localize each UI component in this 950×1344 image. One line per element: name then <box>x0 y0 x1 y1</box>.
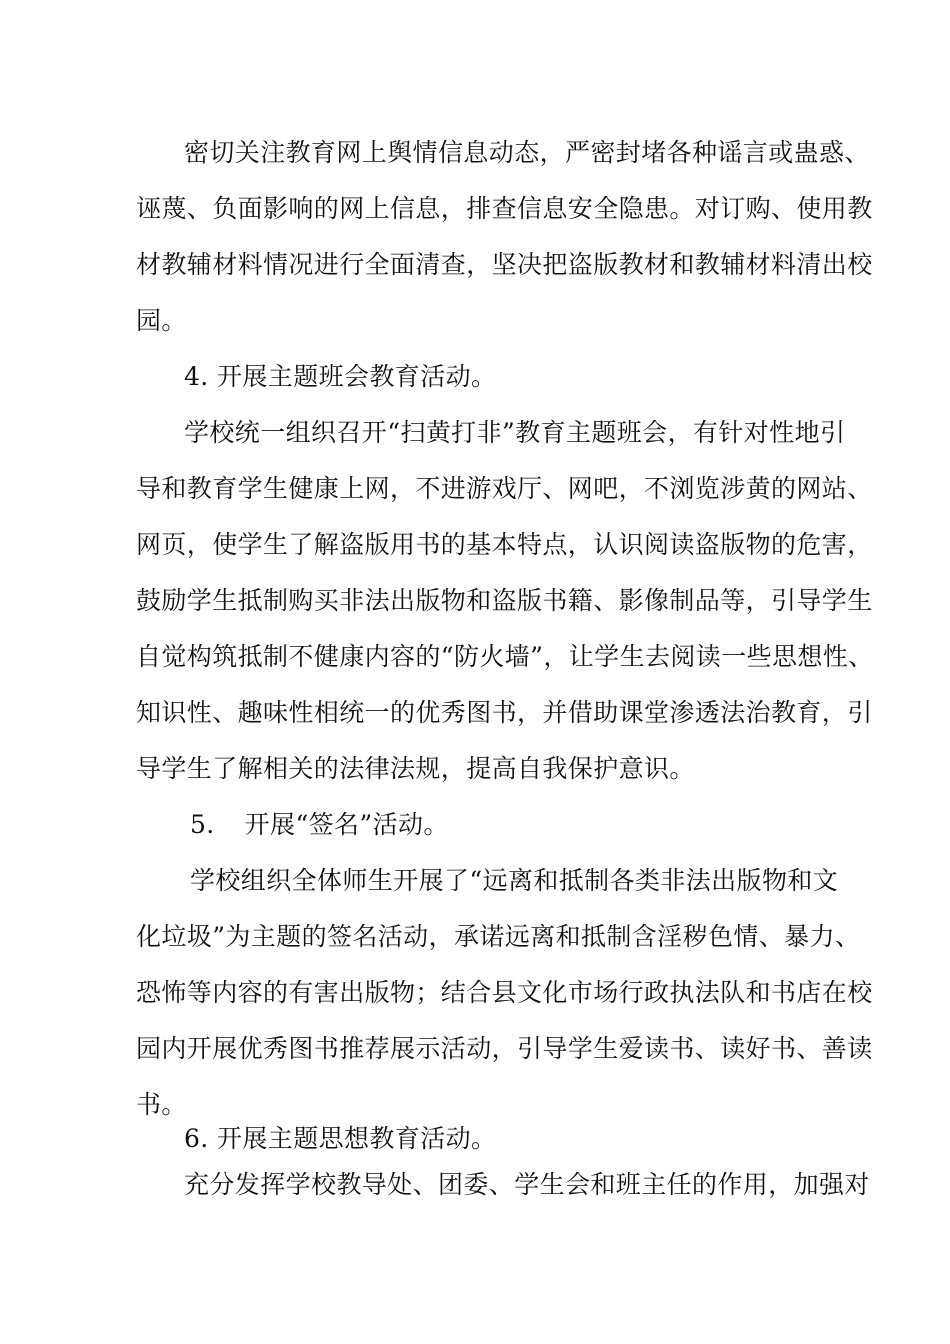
paragraph-2-line-4: 鼓励学生抵制购买非法出版物和盗版书籍、影像制品等，引导学生 <box>136 586 873 615</box>
paragraph-4-line-1: 充分发挥学校教导处、团委、学生会和班主任的作用，加强对 <box>184 1170 870 1199</box>
section-heading-6: 6. 开展主题思想教育活动。 <box>184 1124 497 1153</box>
paragraph-2-line-1: 学校统一组织召开“扫黄打非”教育主题班会，有针对性地引 <box>184 418 846 447</box>
paragraph-3-line-4: 园内开展优秀图书推荐展示活动，引导学生爱读书、读好书、善读 <box>136 1034 873 1063</box>
paragraph-3-line-2: 化垃圾”为主题的签名活动，承诺远离和抵制含淫秽色情、暴力、 <box>136 922 861 951</box>
paragraph-3-line-5: 书。 <box>136 1090 187 1119</box>
paragraph-3-line-3: 恐怖等内容的有害出版物；结合县文化市场行政执法队和书店在校 <box>136 978 873 1007</box>
paragraph-2-line-7: 导学生了解相关的法律法规，提高自我保护意识。 <box>136 754 695 783</box>
paragraph-1-line-1: 密切关注教育网上舆情信息动态，严密封堵各种谣言或蛊惑、 <box>184 138 870 167</box>
section-heading-4: 4. 开展主题班会教育活动。 <box>184 362 497 391</box>
paragraph-2-line-6: 知识性、趣味性相统一的优秀图书，并借助课堂渗透法治教育，引 <box>136 698 873 727</box>
paragraph-2-line-2: 导和教育学生健康上网，不进游戏厅、网吧，不浏览涉黄的网站、 <box>136 474 873 503</box>
section-heading-5 <box>190 810 449 840</box>
paragraph-1-line-2: 诬蔑、负面影响的网上信息，排查信息安全隐患。对订购、使用教 <box>136 194 873 223</box>
paragraph-1-line-4: 园。 <box>136 306 187 335</box>
paragraph-3-line-1: 学校组织全体师生开展了“远离和抵制各类非法出版物和文 <box>190 866 839 895</box>
paragraph-1-line-3: 材教辅材料情况进行全面清查，坚决把盗版教材和教辅材料清出校 <box>136 250 873 279</box>
section-heading-5-number: 5. <box>190 810 215 839</box>
section-heading-5-text: 开展“签名”活动。 <box>244 810 449 839</box>
paragraph-2-line-5: 自觉构筑抵制不健康内容的“防火墙”，让学生去阅读一些思想性、 <box>136 642 874 671</box>
paragraph-2-line-3: 网页，使学生了解盗版用书的基本特点，认识阅读盗版物的危害， <box>136 530 873 559</box>
